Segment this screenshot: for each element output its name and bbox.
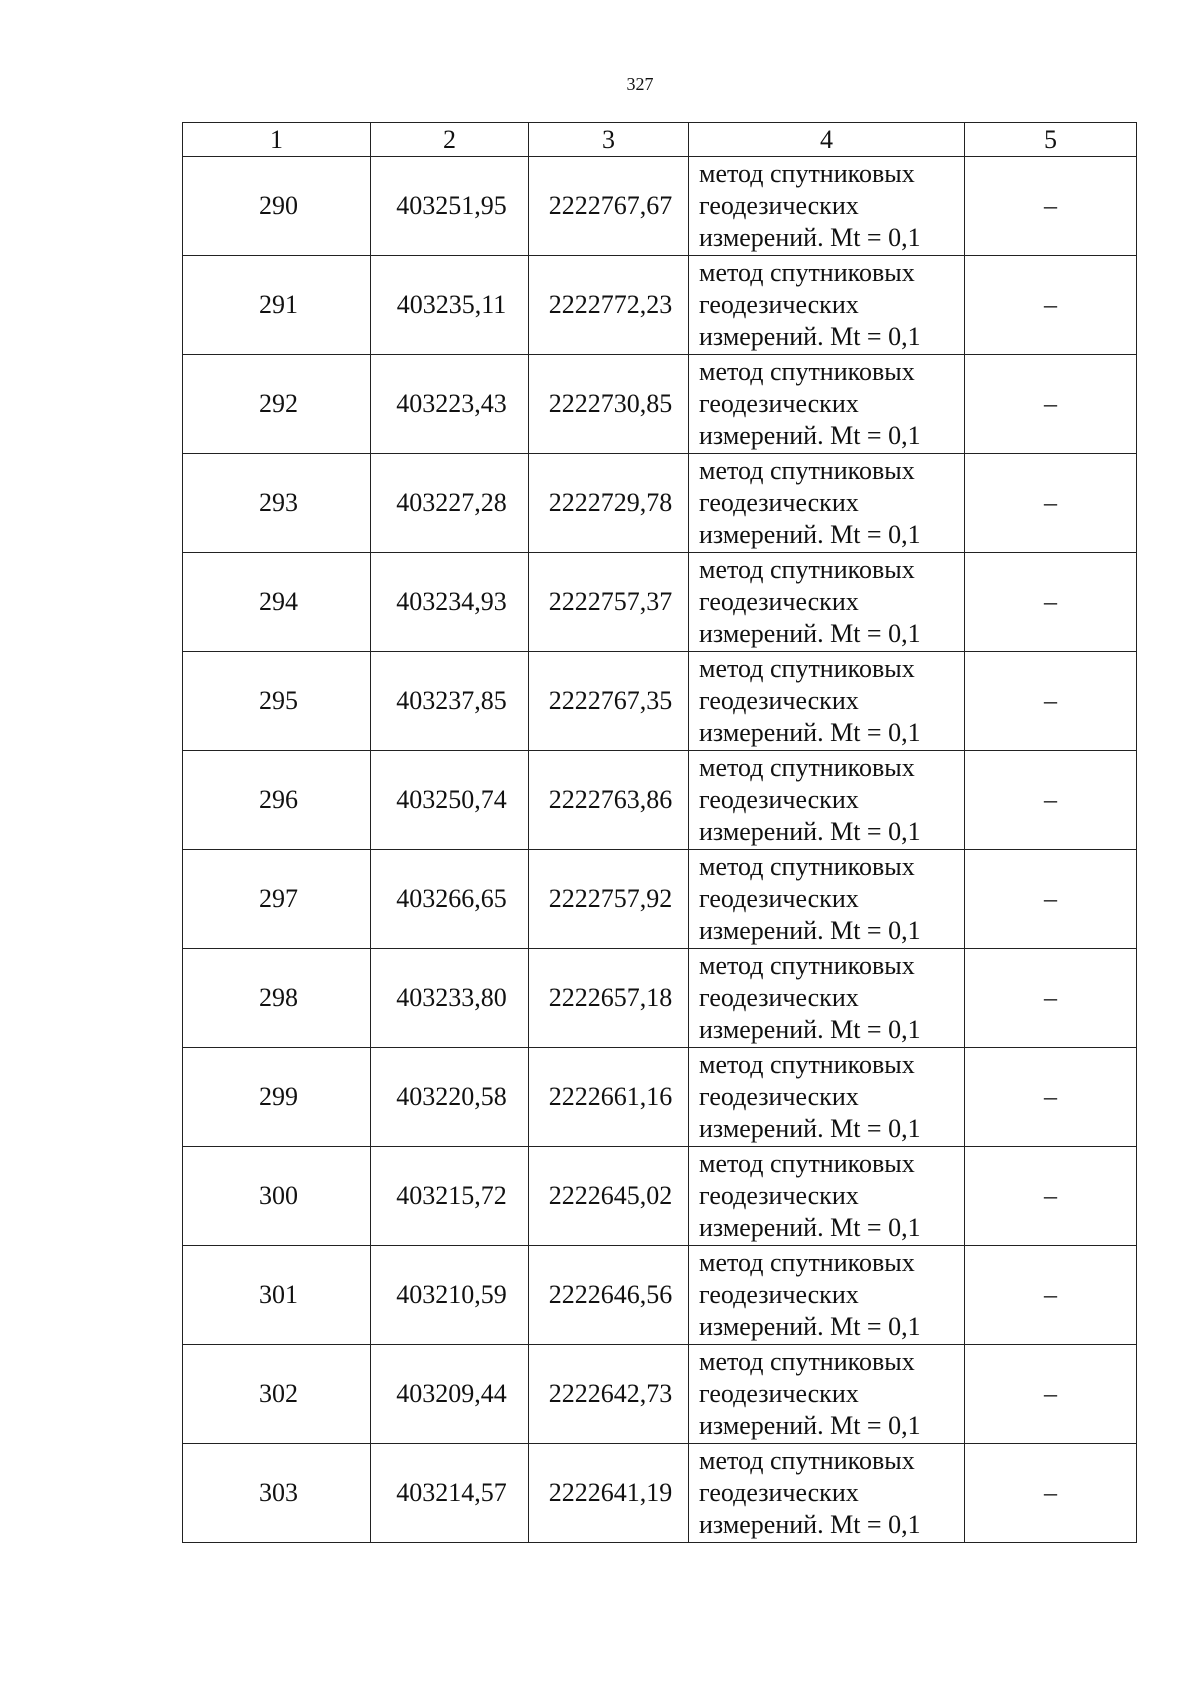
table-row <box>183 751 1137 850</box>
point-number-cell: 295 <box>183 652 371 751</box>
table-row <box>183 553 1137 652</box>
method-cell: метод спутниковых геодезических измерений. Mt = 0,1 <box>689 1147 965 1246</box>
point-number-cell: 293 <box>183 454 371 553</box>
point-number-cell: 292 <box>183 355 371 454</box>
y-coordinate-cell: 2222657,18 <box>529 949 689 1048</box>
x-coordinate-cell: 403215,72 <box>371 1147 529 1246</box>
y-coordinate-cell: 2222642,73 <box>529 1345 689 1444</box>
column-header-1: 1 <box>183 123 371 157</box>
table-row <box>183 1444 1137 1543</box>
y-coordinate-cell: 2222730,85 <box>529 355 689 454</box>
x-coordinate-cell: 403210,59 <box>371 1246 529 1345</box>
table-row <box>183 454 1137 553</box>
y-coordinate-cell: 2222729,78 <box>529 454 689 553</box>
y-coordinate-cell: 2222661,16 <box>529 1048 689 1147</box>
note-cell: – <box>965 949 1137 1048</box>
method-cell: метод спутниковых геодезических измерений. Mt = 0,1 <box>689 355 965 454</box>
table-row <box>183 1345 1137 1444</box>
table-row <box>183 1147 1137 1246</box>
table-row <box>183 850 1137 949</box>
column-header-5: 5 <box>965 123 1137 157</box>
point-number-cell: 291 <box>183 256 371 355</box>
table-row <box>183 355 1137 454</box>
x-coordinate-cell: 403233,80 <box>371 949 529 1048</box>
note-cell: – <box>965 751 1137 850</box>
y-coordinate-cell: 2222757,37 <box>529 553 689 652</box>
point-number-cell: 302 <box>183 1345 371 1444</box>
x-coordinate-cell: 403209,44 <box>371 1345 529 1444</box>
coordinates-table <box>182 122 1137 1543</box>
method-cell: метод спутниковых геодезических измерений. Mt = 0,1 <box>689 1048 965 1147</box>
x-coordinate-cell: 403220,58 <box>371 1048 529 1147</box>
note-cell: – <box>965 850 1137 949</box>
method-cell: метод спутниковых геодезических измерений. Mt = 0,1 <box>689 751 965 850</box>
method-cell: метод спутниковых геодезических измерений. Mt = 0,1 <box>689 553 965 652</box>
x-coordinate-cell: 403250,74 <box>371 751 529 850</box>
table-body <box>183 157 1137 1543</box>
x-coordinate-cell: 403237,85 <box>371 652 529 751</box>
point-number-cell: 297 <box>183 850 371 949</box>
x-coordinate-cell: 403251,95 <box>371 157 529 256</box>
y-coordinate-cell: 2222646,56 <box>529 1246 689 1345</box>
table-header <box>183 123 1137 157</box>
coordinates-table-container <box>182 122 1137 1543</box>
point-number-cell: 294 <box>183 553 371 652</box>
point-number-cell: 298 <box>183 949 371 1048</box>
note-cell: – <box>965 355 1137 454</box>
point-number-cell: 290 <box>183 157 371 256</box>
method-cell: метод спутниковых геодезических измерений. Mt = 0,1 <box>689 1444 965 1543</box>
y-coordinate-cell: 2222763,86 <box>529 751 689 850</box>
x-coordinate-cell: 403266,65 <box>371 850 529 949</box>
method-cell: метод спутниковых геодезических измерений. Mt = 0,1 <box>689 850 965 949</box>
table-row <box>183 1048 1137 1147</box>
note-cell: – <box>965 1345 1137 1444</box>
note-cell: – <box>965 256 1137 355</box>
table-row <box>183 157 1137 256</box>
table-row <box>183 652 1137 751</box>
x-coordinate-cell: 403223,43 <box>371 355 529 454</box>
note-cell: – <box>965 1444 1137 1543</box>
method-cell: метод спутниковых геодезических измерений. Mt = 0,1 <box>689 1345 965 1444</box>
y-coordinate-cell: 2222767,35 <box>529 652 689 751</box>
table-row <box>183 1246 1137 1345</box>
x-coordinate-cell: 403227,28 <box>371 454 529 553</box>
method-cell: метод спутниковых геодезических измерений. Mt = 0,1 <box>689 652 965 751</box>
table-row <box>183 949 1137 1048</box>
method-cell: метод спутниковых геодезических измерений. Mt = 0,1 <box>689 157 965 256</box>
method-cell: метод спутниковых геодезических измерений. Mt = 0,1 <box>689 256 965 355</box>
note-cell: – <box>965 1246 1137 1345</box>
method-cell: метод спутниковых геодезических измерений. Mt = 0,1 <box>689 949 965 1048</box>
column-header-3: 3 <box>529 123 689 157</box>
column-header-4: 4 <box>689 123 965 157</box>
note-cell: – <box>965 157 1137 256</box>
x-coordinate-cell: 403214,57 <box>371 1444 529 1543</box>
method-cell: метод спутниковых геодезических измерений. Mt = 0,1 <box>689 454 965 553</box>
point-number-cell: 299 <box>183 1048 371 1147</box>
note-cell: – <box>965 1048 1137 1147</box>
y-coordinate-cell: 2222641,19 <box>529 1444 689 1543</box>
y-coordinate-cell: 2222767,67 <box>529 157 689 256</box>
point-number-cell: 296 <box>183 751 371 850</box>
y-coordinate-cell: 2222645,02 <box>529 1147 689 1246</box>
x-coordinate-cell: 403235,11 <box>371 256 529 355</box>
header-row <box>183 123 1137 157</box>
point-number-cell: 300 <box>183 1147 371 1246</box>
note-cell: – <box>965 652 1137 751</box>
column-header-2: 2 <box>371 123 529 157</box>
method-cell: метод спутниковых геодезических измерений. Mt = 0,1 <box>689 1246 965 1345</box>
table-row <box>183 256 1137 355</box>
note-cell: – <box>965 454 1137 553</box>
note-cell: – <box>965 553 1137 652</box>
page-number: 327 <box>626 74 654 94</box>
point-number-cell: 303 <box>183 1444 371 1543</box>
point-number-cell: 301 <box>183 1246 371 1345</box>
y-coordinate-cell: 2222772,23 <box>529 256 689 355</box>
note-cell: – <box>965 1147 1137 1246</box>
y-coordinate-cell: 2222757,92 <box>529 850 689 949</box>
x-coordinate-cell: 403234,93 <box>371 553 529 652</box>
